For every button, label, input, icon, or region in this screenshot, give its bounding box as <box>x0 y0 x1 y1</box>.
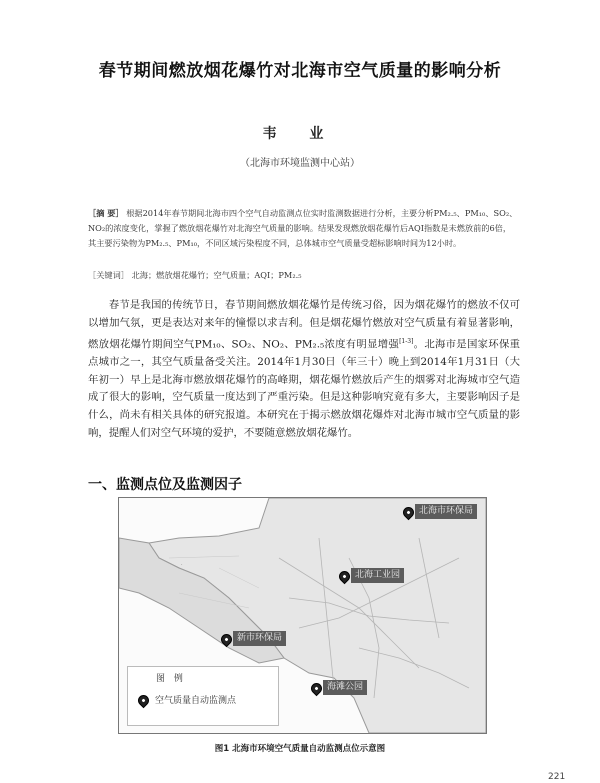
legend-item <box>138 693 236 706</box>
site-label-1: 北海市环保局 <box>415 504 477 519</box>
keywords-label: ［关键词］ <box>88 270 129 280</box>
site-label-4: 海滩公园 <box>323 680 367 695</box>
paper-title: 春节期间燃放烟花爆竹对北海市空气质量的影响分析 <box>98 61 502 81</box>
monitoring-point-icon <box>136 693 152 709</box>
monitoring-map-figure <box>118 497 487 734</box>
keywords-block <box>88 268 518 282</box>
author-name: 韦 业 <box>262 126 338 142</box>
legend-title: 图 例 <box>156 674 186 684</box>
author-affiliation: （北海市环境监测中心站） <box>240 158 360 169</box>
legend-item-label: 空气质量自动监测点 <box>155 696 237 706</box>
abstract-text: 根据2014年春节期间北海市四个空气自动监测点位实时监测数据进行分析，主要分析PM₂.₅、PM₁₀、SO₂、NO₂的浓度变化，掌握了燃放烟花爆竹对北海空气质量的影响。结果发现燃放烟花爆竹后AQI指数是未燃放前的6倍，其主要污染物为PM₂.₅、PM₁₀，不同区域污染程度不同，总体城市空气质量受超标影响时间为12小时。 <box>88 208 518 248</box>
abstract-block <box>88 206 518 251</box>
intro-text-part1: 春节是我国的传统节日，春节期间燃放烟花爆竹是传统习俗，因为烟花爆竹的燃放不仅可以增加气氛，更是表达对来年的憧憬以求吉利。但是烟花爆竹燃放对空气质量有着显著影响，燃放烟花爆竹期间空气PM₁₀、SO₂、NO₂、PM₂.₅浓度有明显增强 <box>88 299 520 351</box>
site-label-2: 北海工业园 <box>351 568 404 583</box>
intro-paragraph <box>88 297 520 443</box>
map-place-label: · <box>181 562 183 568</box>
site-label-3: 新市环保局 <box>233 631 286 646</box>
section-heading: 一、监测点位及监测因子 <box>88 477 242 493</box>
citation-ref: [1-3] <box>399 337 414 345</box>
intro-text-part2: 。北海市是国家环保重点城市之一，其空气质量备受关注。2014年1月30日（年三十）晚上到2014年1月31日（大年初一）早上是北海市燃放烟花爆竹的高峰期，烟花爆竹燃放后产生的烟雾对北海城市空气造成了很大的影响，空气质量一度达到了严重污染。但是这种影响究竟有多大，主要影响因子是什么，尚未有相关具体的研究报道。本研究在于揭示燃放烟花爆炸对北海市城市空气质量的影响，提醒人们对空气环境的爱护，不要随意燃放烟花爆竹。 <box>88 338 520 440</box>
abstract-label: ［摘 要］ <box>88 208 124 218</box>
keywords-text: 北海；燃放烟花爆竹；空气质量；AQI；PM₂.₅ <box>131 270 302 280</box>
figure-caption: 图1 北海市环境空气质量自动监测点位示意图 <box>214 744 386 754</box>
page-number: 221 <box>548 772 566 782</box>
map-legend <box>127 666 279 726</box>
